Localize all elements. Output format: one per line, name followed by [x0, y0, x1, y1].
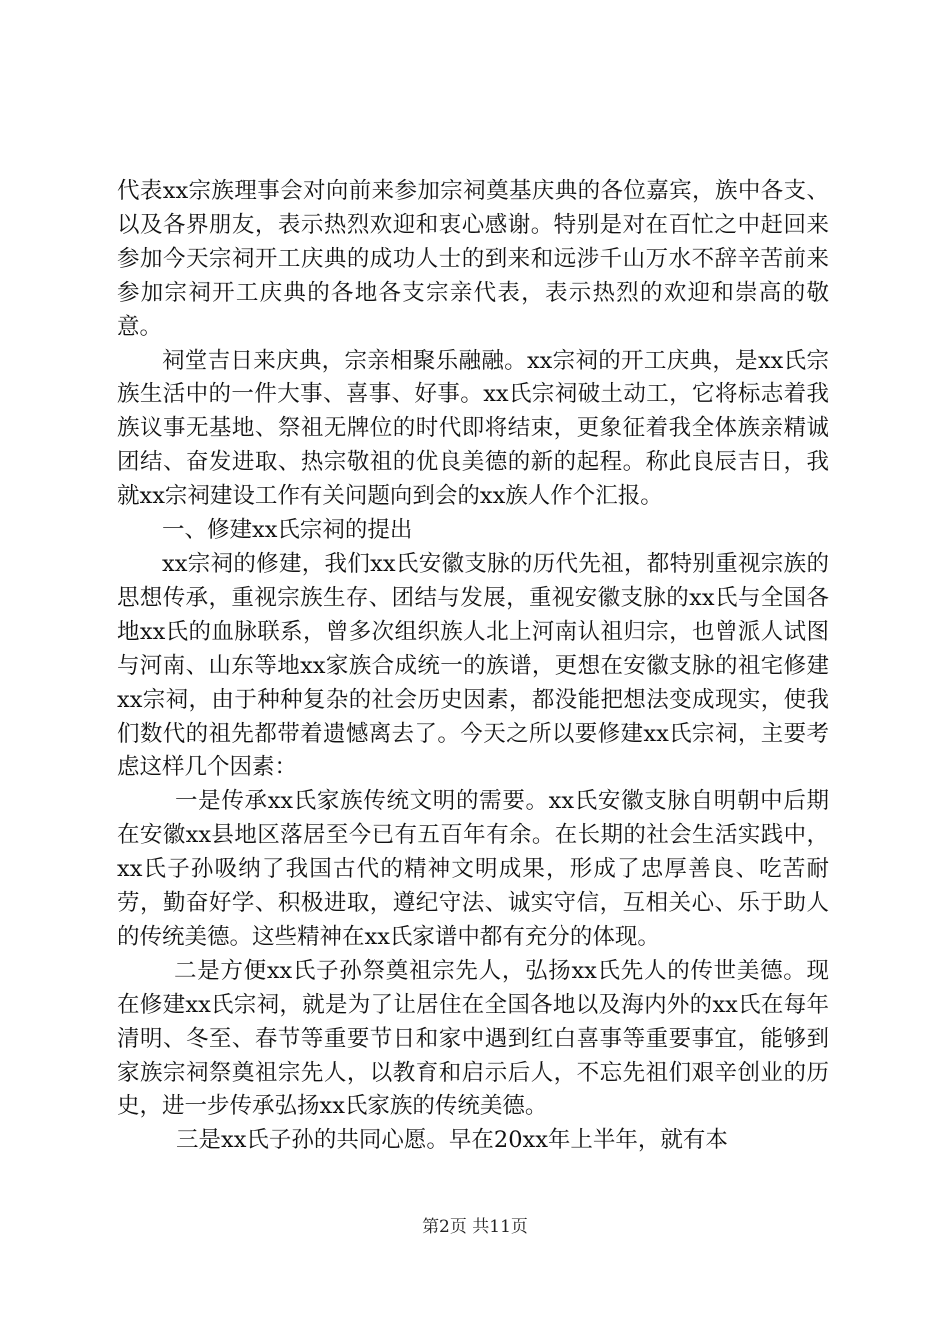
page-footer: 第2页 共11页	[422, 1217, 528, 1237]
paragraph-history: xx宗祠的修建，我们xx氏安徽支脉的历代先祖，都特别重视宗族的思想传承，重视宗族生存、团结与发展，重视安徽支脉的xx氏与全国各地xx氏的血脉联系，曾多次组织族人北上河南认祖归宗，也曾派人试图与河南、山东等地xx家族合成统一的族谱，更想在安徽支脉的祖宅修建xx宗祠，由于种种复杂的社会历史因素，都没能把想法变成现实，使我们数代的祖先都带着遗憾离去了。今天之所以要修建xx氏宗祠，主要考虑这样几个因素：	[117, 550, 829, 781]
document-body	[117, 175, 829, 1158]
paragraph-reason-three: 三是xx氏子孙的共同心愿。早在20xx年上半年，就有本	[176, 1127, 728, 1154]
paragraph-opening-thanks: 代表xx宗族理事会对向前来参加宗祠奠基庆典的各位嘉宾，族中各支、以及各界朋友，表示热烈欢迎和衷心感谢。特别是对在百忙之中赶回来参加今天宗祠开工庆典的成功人士的到来和远涉千山万水不辞辛苦前来参加宗祠开工庆典的各地各支宗亲代表，表示热烈的欢迎和崇高的敬意。	[117, 178, 829, 340]
paragraph-reason-one: 一是传承xx氏家族传统文明的需要。xx氏安徽支脉自明朝中后期在安徽xx县地区落居至今已有五百年有余。在长期的社会生活实践中，xx氏子孙吸纳了我国古代的精神文明成果，形成了忠厚善良、吃苦耐劳，勤奋好学、积极进取，遵纪守法、诚实守信，互相关心、乐于助人的传统美德。这些精神在xx氏家谱中都有充分的体现。	[117, 788, 829, 950]
section-heading: 一、修建xx氏宗祠的提出	[162, 517, 413, 544]
paragraph-ceremony: 祠堂吉日来庆典，宗亲相聚乐融融。xx宗祠的开工庆典，是xx氏宗族生活中的一件大事、喜事、好事。xx氏宗祠破土动工，它将标志着我族议事无基地、祭祖无牌位的时代即将结束，更象征着我全体族亲精诚团结、奋发进取、热宗敬祖的优良美德的新的起程。称此良辰吉日，我就xx宗祠建设工作有关问题向到会的xx族人作个汇报。	[117, 347, 829, 510]
paragraph-reason-two: 二是方便xx氏子孙祭奠祖宗先人，弘扬xx氏先人的传世美德。现在修建xx氏宗祠，就是为了让居住在全国各地以及海内外的xx氏在每年清明、冬至、春节等重要节日和家中遇到红白喜事等重要事宜，能够到家族宗祠祭奠祖宗先人，以教育和启示后人，不忘先祖们艰辛创业的历史，进一步传承弘扬xx氏家族的传统美德。	[117, 957, 829, 1120]
